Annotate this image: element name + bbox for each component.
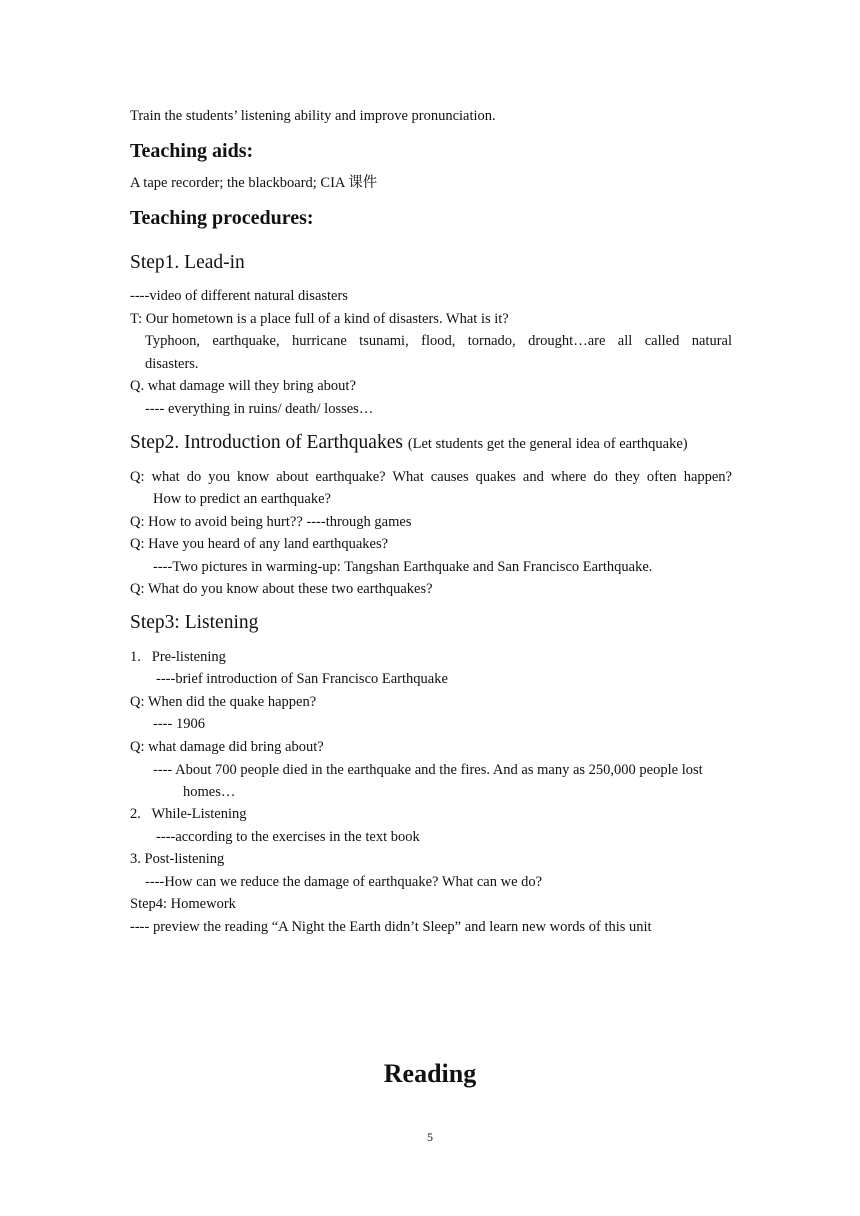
step3-while-listening-note: ----according to the exercises in the text book bbox=[156, 829, 420, 845]
reading-section-title: Reading bbox=[383, 1059, 477, 1088]
step1-disasters-list-cont: disasters. bbox=[145, 356, 199, 372]
step4-homework: ---- preview the reading “A Night the Earth didn’t Sleep” and learn new words of this unit bbox=[130, 919, 652, 935]
step4-heading: Step4: Homework bbox=[130, 896, 236, 912]
step3-post-listening-note: ----How can we reduce the damage of earthquake? What can we do? bbox=[145, 874, 543, 890]
page-number: 5 bbox=[427, 1130, 433, 1144]
step1-answer: ---- everything in ruins/ death/ losses… bbox=[145, 401, 374, 417]
teaching-procedures-heading: Teaching procedures: bbox=[130, 207, 314, 229]
step1-teacher: T: Our hometown is a place full of a kind of disasters. What is it? bbox=[130, 311, 509, 327]
step1-question: Q. what damage will they bring about? bbox=[130, 378, 356, 394]
step3-question-2: Q: what damage did bring about? bbox=[130, 739, 324, 755]
step3-post-listening: 3. Post-listening bbox=[130, 851, 225, 867]
step3-answer-2-cont: homes… bbox=[183, 784, 236, 800]
step2-answer-3: ----Two pictures in warming-up: Tangshan Earthquake and San Francisco Earthquake. bbox=[153, 559, 653, 575]
step2-question-2: Q: How to avoid being hurt?? ----through games bbox=[130, 514, 412, 530]
step3-answer-1: ---- 1906 bbox=[153, 716, 205, 732]
intro-text: Train the students’ listening ability and improve pronunciation. bbox=[130, 108, 496, 124]
step2-question-3: Q: Have you heard of any land earthquakes? bbox=[130, 536, 389, 552]
step1-heading: Step1. Lead-in bbox=[130, 252, 245, 273]
step3-question-1: Q: When did the quake happen? bbox=[130, 694, 317, 710]
step3-heading: Step3: Listening bbox=[130, 612, 259, 633]
step2-note: (Let students get the general idea of earthquake) bbox=[407, 436, 688, 452]
step2-title: Step2. Introduction of Earthquakes bbox=[130, 432, 403, 453]
step2-question-4: Q: What do you know about these two earthquakes? bbox=[130, 581, 433, 597]
step1-disasters-list: Typhoon, earthquake, hurricane tsunami, flood, tornado, drought…are all called natural bbox=[145, 333, 732, 349]
step2-heading bbox=[130, 431, 688, 456]
teaching-aids-text: A tape recorder; the blackboard; CIA 课件 bbox=[130, 175, 378, 191]
step3-pre-listening-note: ----brief introduction of San Francisco Earthquake bbox=[156, 671, 448, 687]
step3-pre-listening: 1. Pre-listening bbox=[130, 649, 226, 665]
teaching-aids-heading: Teaching aids: bbox=[130, 140, 254, 162]
step2-question-1: Q: what do you know about earthquake? What causes quakes and where do they often happen? bbox=[130, 469, 732, 485]
step1-video: ----video of different natural disasters bbox=[130, 288, 348, 304]
step3-while-listening: 2. While-Listening bbox=[130, 806, 247, 822]
step2-question-1-cont: How to predict an earthquake? bbox=[153, 491, 331, 507]
step3-answer-2: ---- About 700 people died in the earthquake and the fires. And as many as 250,000 people lost bbox=[153, 762, 703, 778]
